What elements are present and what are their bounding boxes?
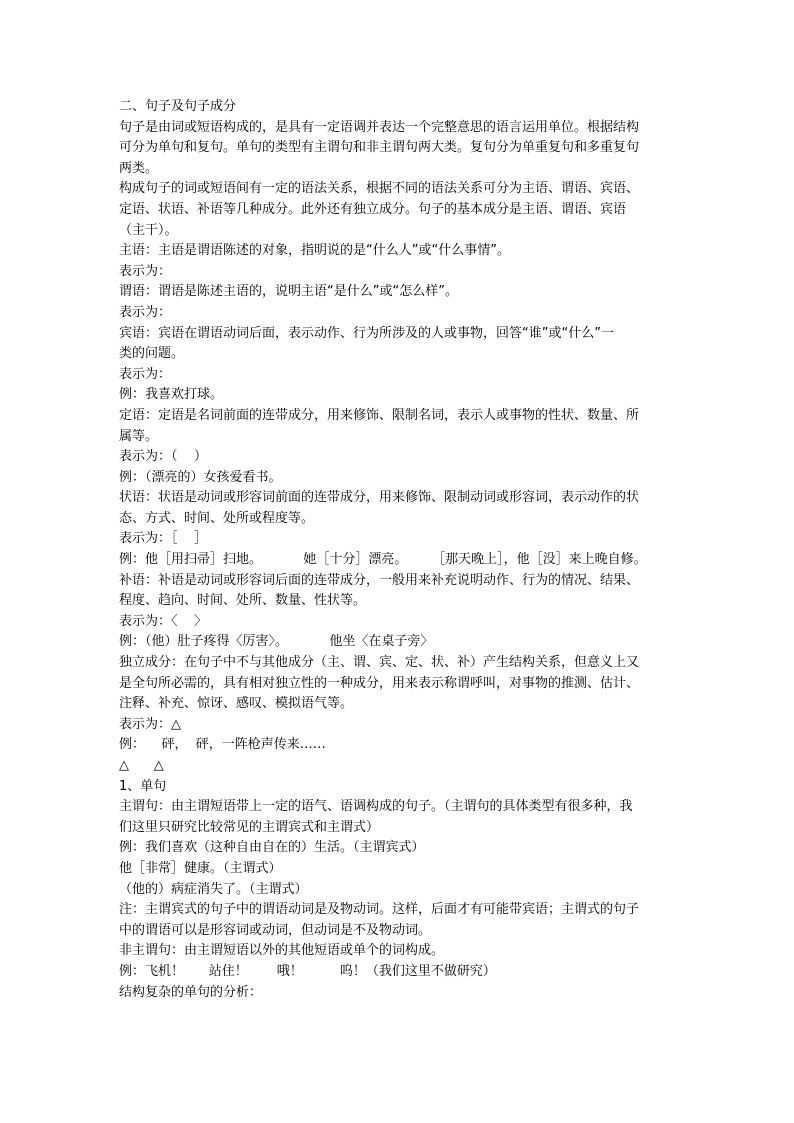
text-line: 态、方式、时间、处所或程度等。 (119, 510, 315, 526)
predicate-definition: 谓语：谓语是陈述主语的，说明主语“是什么”或“怎么样”。 (119, 284, 458, 300)
text-line: △ △ (119, 758, 164, 773)
text-line: 类的问题。 (119, 346, 185, 362)
text-line: 表示为：（ ） (119, 449, 208, 465)
adverbial-definition: 状语：状语是动词或形容词前面的连带成分，用来修饰、限制动词或形容词，表示动作的状 (119, 490, 640, 506)
attribute-definition: 定语：定语是名词前面的连带成分，用来修饰、限制名词，表示人或事物的性状、数量、所 (119, 407, 640, 423)
example-line: 例：我喜欢打球。 (119, 387, 224, 403)
text-line: 定语、状语、补语等几种成分。此外还有独立成分。句子的基本成分是主语、谓语、宾语 (119, 201, 627, 217)
text-line: 表示为： (119, 304, 172, 320)
text-line: 属等。 (119, 428, 159, 444)
text-line: 是全句所必需的，具有相对独立性的一种成分，用来表示称谓呼叫，对事物的推测、估计、 (119, 675, 640, 691)
independent-element-definition: 独立成分：在句子中不与其他成分（主、谓、宾、定、状、补）产生结构关系，但意义上又 (119, 655, 640, 671)
section-heading: 二、句子及句子成分 (119, 99, 237, 114)
example-line: 例： 砰， 砰，一阵枪声传来…… (119, 737, 326, 753)
complement-definition: 补语：补语是动词或形容词后面的连带成分，一般用来补充说明动作、行为的情况、结果、 (119, 572, 640, 588)
example-line: 例：（他）肚子疼得〈厉害〉。 他坐〈在桌子旁〉 (119, 634, 434, 650)
subsection-heading: 1、单句 (119, 778, 167, 794)
text-line: 句子是由词或短语构成的，是具有一定语调并表达一个完整意思的语言运用单位。根据结构 (119, 119, 640, 135)
example-line: 例：（漂亮的）女孩爱看书。 (119, 469, 282, 485)
example-line: 例：他［用扫帚］扫地。 她［十分］漂亮。 ［那天晚上］，他［没］来上晚自修。 (119, 552, 647, 568)
text-line: 们这里只研究比较常见的主谓宾式和主谓式） (119, 819, 380, 835)
object-definition: 宾语：宾语在谓语动词后面，表示动作、行为所涉及的人或事物，回答“谁”或“什么”一 (119, 325, 614, 341)
text-line: 注释、补充、惊讶、感叹、模拟语气等。 (119, 696, 354, 712)
text-line: 表示为：〈 〉 (119, 613, 208, 629)
text-line: 两类。 (119, 160, 159, 176)
example-line: 例：飞机！ 站住！ 哦！ 呜！（我们这里不做研究） (119, 963, 496, 979)
text-line: 表示为： (119, 263, 172, 279)
subject-definition: 主语：主语是谓语陈述的对象，指明说的是“什么人”或“什么事情”。 (119, 243, 510, 259)
text-line: 中的谓语可以是形容词或动词，但动词是不及物动词。 (119, 922, 432, 938)
text-line: 非主谓句：由主谓短语以外的其他短语或单个的词构成。 (119, 943, 445, 959)
text-line: 构成句子的词或短语间有一定的语法关系，根据不同的语法关系可分为主语、谓语、宾语、 (119, 181, 640, 197)
note-line: 注：主谓宾式的句子中的谓语动词是及物动词。这样，后面才有可能带宾语；主谓式的句子 (119, 902, 640, 918)
example-line: 例：我们喜欢（这种自由自在的）生活。（主谓宾式） (119, 840, 425, 856)
text-line: 表示为： (119, 366, 172, 382)
text-line: 表示为：［ ］ (119, 531, 208, 547)
text-line: 程度、趋向、时间、处所、数量、性状等。 (119, 593, 367, 609)
text-line: 表示为：△ (119, 716, 181, 732)
text-line: （主干）。 (119, 222, 178, 238)
document-page (119, 97, 689, 1003)
text-line: 可分为单句和复句。单句的类型有主谓句和非主谓句两大类。复句分为单重复句和多重复句 (119, 140, 640, 156)
text-line: 主谓句：由主谓短语带上一定的语气、语调构成的句子。（主谓句的具体类型有很多种，我 (119, 799, 633, 815)
text-line: 结构复杂的单句的分析： (119, 984, 263, 1000)
example-line: （他的）病症消失了。（主谓式） (119, 881, 308, 897)
example-line: 他［非常］健康。（主谓式） (119, 860, 282, 876)
